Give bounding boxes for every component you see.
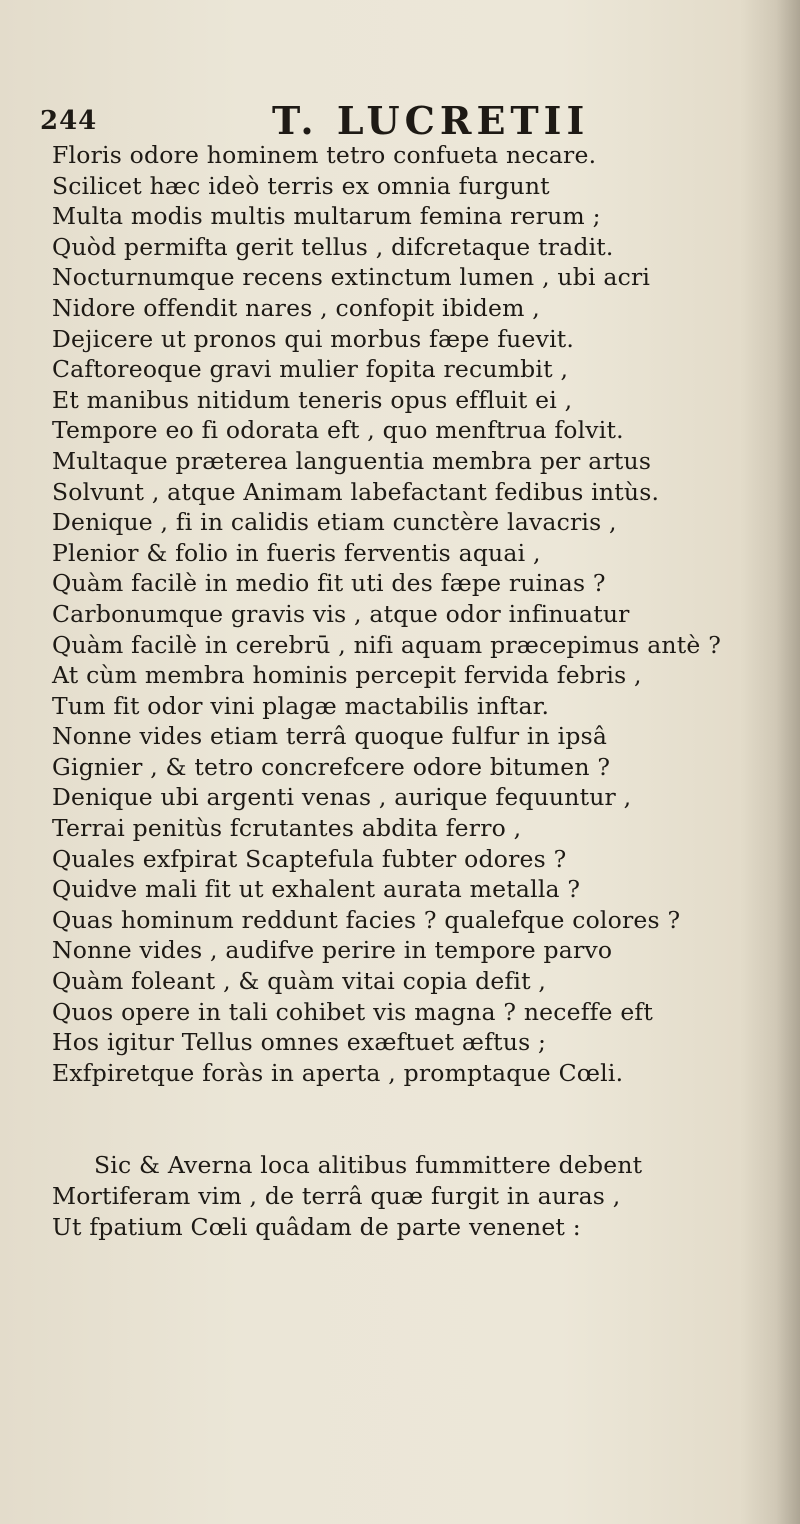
verse-line: Multaque præterea languentia membra per artus	[52, 446, 652, 475]
verse-line: Exfpiretque foràs in aperta , promptaque Cœli.	[52, 1058, 624, 1087]
verse-line: Quàm facilè in medio fit uti des fæpe ruinas ?	[52, 569, 606, 598]
verse-line: Nocturnumque recens extinctum lumen , ubi acri	[52, 263, 651, 292]
verse-line: Ut fpatium Cœli quâdam de parte venenet :	[52, 1212, 581, 1241]
verse-line: Denique ubi argenti venas , aurique fequuntur ,	[52, 783, 632, 812]
verse-line: Nidore offendit nares , confopit ibidem ,	[52, 293, 540, 322]
verse-line: Denique , fi in calidis etiam cunctère lavacris ,	[52, 508, 617, 537]
verse-line: Quàm facilè in cerebrū , nifi aquam præcepimus antè ?	[52, 630, 721, 659]
verse-line: Plenior & folio in fueris ferventis aquai ,	[52, 538, 541, 567]
verse-line: Et manibus nitidum teneris opus effluit ei ,	[52, 385, 573, 414]
verse-line: Quas hominum reddunt facies ? qualefque colores ?	[52, 905, 681, 934]
verse-line: Multa modis multis multarum femina rerum ;	[52, 202, 601, 231]
verse-line: Quales exfpirat Scaptefula fubter odores ?	[52, 844, 567, 873]
page-header	[40, 98, 740, 142]
verse-line: Floris odore hominem tetro confueta necare.	[52, 141, 597, 169]
verse-line: Terrai penitùs fcrutantes abdita ferro ,	[52, 814, 522, 843]
verse-line: Quàm foleant , & quàm vitai copia defit ,	[52, 967, 547, 996]
page-number: 244	[40, 106, 98, 136]
verse-line: Nonne vides , audifve perire in tempore parvo	[52, 936, 613, 965]
verse-block-1	[52, 140, 772, 1088]
stanza-break	[52, 1088, 772, 1150]
verse-line: Mortiferam vim , de terrâ quæ furgit in auras ,	[52, 1182, 621, 1210]
verse-line: Nonne vides etiam terrâ quoque fulfur in ipsâ	[52, 722, 608, 751]
verse-line: Dejicere ut pronos qui morbus fæpe fuevit.	[52, 324, 575, 353]
verse-line: Tum fit odor vini plagæ mactabilis inftar.	[52, 691, 550, 720]
verse-line: Quidve mali fit ut exhalent aurata metalla ?	[52, 875, 581, 904]
verse-line: Sic & Averna loca alitibus fummittere debent	[94, 1151, 643, 1180]
verse-line: Tempore eo fi odorata eft , quo menftrua folvit.	[52, 416, 624, 445]
verse-line: Gignier , & tetro concrefcere odore bitumen ?	[52, 752, 611, 781]
verse-line: Quos opere in tali cohibet vis magna ? neceffe eft	[52, 997, 653, 1026]
verse-line: Carbonumque gravis vis , atque odor infinuatur	[52, 599, 630, 628]
verse-line: Scilicet hæc ideò terris ex omnia furgunt	[52, 171, 550, 200]
verse-block-2	[52, 1150, 772, 1242]
verse-line: Solvunt , atque Animam labefactant fedibus intùs.	[52, 477, 660, 506]
verse-line: Quòd permifta gerit tellus , difcretaque tradit.	[52, 232, 614, 261]
running-title: T. LUCRETII	[272, 98, 590, 143]
verse-line: Hos igitur Tellus omnes exæftuet æftus ;	[52, 1028, 547, 1057]
poem-text	[52, 140, 772, 1242]
verse-line: Caftoreoque gravi mulier fopita recumbit ,	[52, 355, 569, 384]
verse-line: At cùm membra hominis percepit fervida febris ,	[52, 661, 642, 690]
